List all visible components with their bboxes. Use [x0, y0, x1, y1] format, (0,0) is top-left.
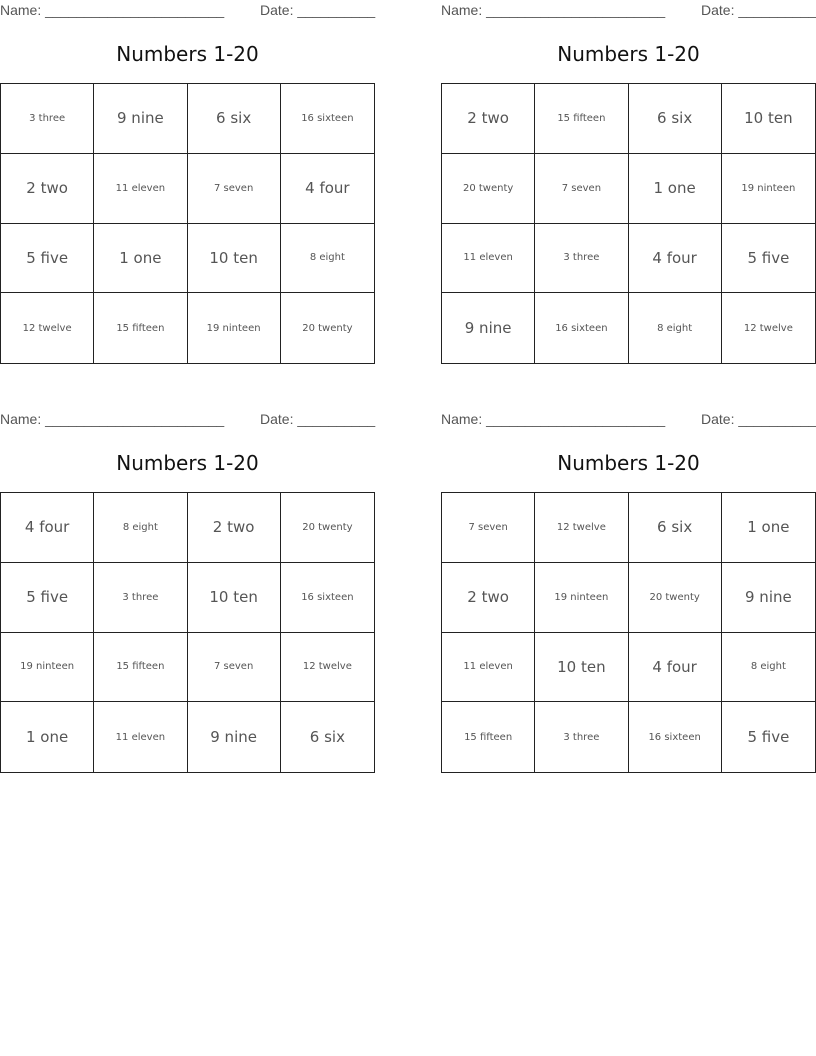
- bingo-cell: 7 seven: [188, 154, 281, 224]
- bingo-cell: 19 ninteen: [1, 633, 94, 703]
- bingo-cell: 2 two: [188, 493, 281, 563]
- date-field-label: Date: __________: [260, 2, 376, 18]
- bingo-grid: [0, 492, 375, 773]
- bingo-cell: 16 sixteen: [281, 84, 374, 154]
- bingo-cell: 11 eleven: [94, 154, 187, 224]
- bingo-cell: 5 five: [1, 224, 94, 294]
- bingo-cell: 11 eleven: [442, 224, 535, 294]
- bingo-cell: 16 sixteen: [281, 563, 374, 633]
- bingo-cell: 12 twelve: [535, 493, 628, 563]
- bingo-cell: 7 seven: [188, 633, 281, 703]
- bingo-cell: 2 two: [1, 154, 94, 224]
- bingo-cell: 6 six: [188, 84, 281, 154]
- date-field-label: Date: __________: [260, 411, 376, 427]
- bingo-cell: 20 twenty: [302, 322, 353, 334]
- bingo-cell: 5 five: [1, 563, 94, 633]
- bingo-cell: 15 fifteen: [94, 293, 187, 363]
- card-title: Numbers 1-20: [116, 42, 259, 66]
- bingo-cell: 8 eight: [722, 633, 815, 703]
- bingo-cell: 1 one: [629, 154, 722, 224]
- name-field-label: Name: _______________________: [0, 2, 225, 18]
- bingo-cell: 10 ten: [188, 563, 281, 633]
- bingo-cell: 19 ninteen: [535, 563, 628, 633]
- bingo-cell: 16 sixteen: [629, 702, 722, 772]
- bingo-cell: 6 six: [629, 493, 722, 563]
- bingo-cell: 12 twelve: [743, 322, 793, 334]
- bingo-cell: 3 three: [94, 563, 187, 633]
- bingo-cell: 12 twelve: [281, 633, 374, 703]
- bingo-cell: 4 four: [281, 154, 374, 224]
- bingo-cell: 1 one: [94, 224, 187, 294]
- bingo-cell: 8 eight: [94, 493, 187, 563]
- bingo-cell: 16 sixteen: [535, 293, 628, 363]
- bingo-grid: [441, 492, 816, 773]
- name-date-line: [441, 409, 816, 429]
- bingo-cell: 15 fifteen: [442, 702, 535, 772]
- name-date-line: [0, 0, 375, 20]
- bingo-cell: 6 six: [629, 84, 722, 154]
- name-field-label: Name: _______________________: [441, 411, 666, 427]
- bingo-cell: 5 five: [722, 224, 815, 294]
- bingo-cell: 1 one: [722, 493, 815, 563]
- bingo-cell: 10 ten: [188, 224, 281, 294]
- bingo-cell: 4 four: [629, 224, 722, 294]
- bingo-cell: 2 two: [442, 563, 535, 633]
- bingo-cell: 19 ninteen: [722, 154, 815, 224]
- bingo-cell: 3 three: [535, 702, 628, 772]
- bingo-cell: 2 two: [442, 84, 535, 154]
- bingo-cell: 8 eight: [629, 293, 722, 363]
- bingo-cell: 5 five: [747, 728, 790, 747]
- name-field-label: Name: _______________________: [441, 2, 666, 18]
- bingo-cell: 9 nine: [188, 702, 281, 772]
- card-title: Numbers 1-20: [116, 451, 259, 475]
- bingo-cell: 3 three: [1, 84, 94, 154]
- bingo-cell: 20 twenty: [629, 563, 722, 633]
- bingo-cell: 11 eleven: [442, 633, 535, 703]
- bingo-cell: 4 four: [629, 633, 722, 703]
- bingo-cell: 4 four: [1, 493, 94, 563]
- bingo-cell: 1 one: [1, 702, 94, 772]
- bingo-cell: 3 three: [535, 224, 628, 294]
- name-date-line: [441, 0, 816, 20]
- bingo-grid: [0, 83, 375, 364]
- bingo-cell: 9 nine: [94, 84, 187, 154]
- bingo-cell: 15 fifteen: [535, 84, 628, 154]
- bingo-cell: 9 nine: [442, 293, 535, 363]
- date-field-label: Date: __________: [701, 411, 816, 427]
- bingo-cell: 11 eleven: [94, 702, 187, 772]
- bingo-cell: 9 nine: [722, 563, 815, 633]
- bingo-cell: 7 seven: [535, 154, 628, 224]
- bingo-cell: 7 seven: [442, 493, 535, 563]
- bingo-cell: 10 ten: [722, 84, 815, 154]
- bingo-cell: 20 twenty: [281, 493, 374, 563]
- bingo-cell: 19 ninteen: [188, 293, 281, 363]
- bingo-cell: 6 six: [309, 728, 345, 747]
- bingo-cell: 15 fifteen: [94, 633, 187, 703]
- bingo-cell: 8 eight: [281, 224, 374, 294]
- card-title: Numbers 1-20: [557, 451, 700, 475]
- bingo-cell: 12 twelve: [1, 293, 94, 363]
- bingo-grid: [441, 83, 816, 364]
- name-field-label: Name: _______________________: [0, 411, 225, 427]
- card-title: Numbers 1-20: [557, 42, 700, 66]
- bingo-cell: 10 ten: [535, 633, 628, 703]
- name-date-line: [0, 409, 375, 429]
- date-field-label: Date: __________: [701, 2, 816, 18]
- bingo-cell: 20 twenty: [442, 154, 535, 224]
